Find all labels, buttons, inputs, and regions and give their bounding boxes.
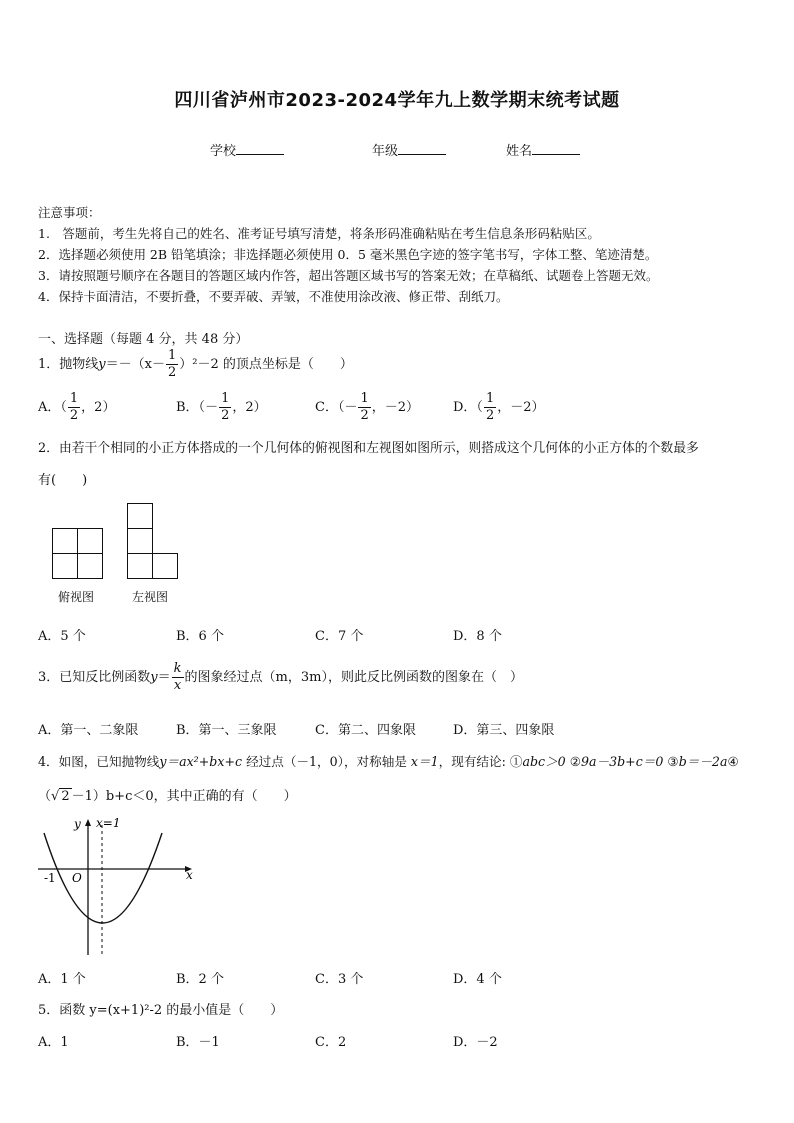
q3-option-a: A．第一、二象限 xyxy=(38,723,139,738)
q5-option-c: C．2 xyxy=(315,1035,347,1050)
q4-mid: 经过点（－1，0），对称轴是 xyxy=(242,754,411,769)
q1-prefix: 1．抛物线 xyxy=(38,357,99,372)
q1-c-num: 1 xyxy=(360,391,369,406)
q1-fraction xyxy=(166,348,178,381)
q1-b-den: 2 xyxy=(221,408,230,423)
q1-den: 2 xyxy=(167,365,177,380)
q1-a-num: 1 xyxy=(69,391,79,406)
q5-option-d: D．－2 xyxy=(453,1035,498,1050)
q3-tail: 的图象经过点（m，3m），则此反比例函数的图象在（ ） xyxy=(184,670,523,685)
symmetry-axis-label: x=1 xyxy=(96,816,121,830)
q4-option-d: D．4 个 xyxy=(453,972,502,987)
question-3 xyxy=(38,661,523,694)
origin-label: O xyxy=(72,871,82,885)
q1-b-fraction xyxy=(219,391,231,424)
q4-c1: ① xyxy=(509,754,523,769)
left-view-figure xyxy=(127,503,179,581)
q4-s1: abc＞0 xyxy=(522,754,570,769)
q1-option-d xyxy=(453,391,545,424)
q3-option-c: C．第二、四象限 xyxy=(315,723,416,738)
question-4-line-1 xyxy=(38,751,739,770)
top-view-cell xyxy=(77,528,103,554)
q4-open: （ xyxy=(38,789,52,804)
q4-mid2: ，现有结论: xyxy=(438,754,510,769)
sqrt-icon: √ xyxy=(51,789,60,804)
q1-num: 1 xyxy=(167,348,177,363)
q3-num: k xyxy=(173,661,182,676)
notice-item: 2．选择题必须使用 2B 铅笔填涂；非选择题必须使用 0．5 毫米黑色字迹的签字笔书写，字体工整、笔迹清楚。 xyxy=(38,247,658,262)
q1-a-tail: ，2） xyxy=(81,400,116,415)
name-blank xyxy=(532,142,580,155)
q1-a-den: 2 xyxy=(69,408,79,423)
left-view-cell xyxy=(127,553,153,579)
q4-option-a: A．1 个 xyxy=(38,972,86,987)
left-view-cell xyxy=(127,503,153,529)
notice-item: 1. 答题前，考生先将自己的姓名、准考证号填写清楚，将条形码准确粘贴在考生信息条形码粘贴区。 xyxy=(38,226,600,241)
q1-a-label: A．（ xyxy=(38,400,67,415)
section-heading: 一、选择题（每题 4 分，共 48 分） xyxy=(38,332,249,347)
q3-y: y xyxy=(150,670,158,685)
page-title: 四川省泸州市2023-2024学年九上数学期末统考试题 xyxy=(174,90,620,111)
q2-option-b: B．6 个 xyxy=(176,629,224,644)
q2-option-c: C．7 个 xyxy=(315,629,364,644)
q1-option-c xyxy=(315,391,419,424)
q3-fraction xyxy=(172,661,184,694)
left-view-cell xyxy=(127,528,153,554)
q4-c4: ④ xyxy=(727,754,739,769)
q1-c-label: C．（－ xyxy=(315,400,358,415)
q3-option-b: B．第一、三象限 xyxy=(176,723,277,738)
q1-option-b xyxy=(176,391,267,424)
q1-d-fraction xyxy=(484,391,496,424)
q5-option-b: B．－1 xyxy=(176,1035,220,1050)
top-view-figure xyxy=(52,528,104,580)
q1-b-tail: ，2） xyxy=(232,400,267,415)
q1-tail: ）²－2 的顶点坐标是（ ） xyxy=(179,357,353,372)
q5-option-a: A．1 xyxy=(38,1035,69,1050)
q4-option-c: C．3 个 xyxy=(315,972,364,987)
q4-c2: ② xyxy=(569,754,581,769)
school-field xyxy=(210,140,284,159)
q1-c-fraction xyxy=(358,391,370,424)
q4-s3: b＝－2a xyxy=(678,754,728,769)
question-2-line-2: 有( ) xyxy=(38,473,88,488)
q2-option-d: D．8 个 xyxy=(453,629,502,644)
top-view-cell xyxy=(52,553,78,579)
q1-b-num: 1 xyxy=(221,391,230,406)
name-label: 姓名 xyxy=(506,144,533,159)
q4-s2: 9a－3b+c＝0 xyxy=(580,754,668,769)
y-axis-arrow-icon xyxy=(85,819,91,826)
q4-option-b: B．2 个 xyxy=(176,972,224,987)
top-view-cell xyxy=(77,553,103,579)
q1-option-a xyxy=(38,391,115,424)
grade-blank xyxy=(398,142,446,155)
notice-heading: 注意事项： xyxy=(38,205,101,220)
q1-b-label: B．（－ xyxy=(176,400,219,415)
parabola-curve xyxy=(44,833,162,923)
q3-eq: ＝ xyxy=(157,670,171,685)
q4-line2-rest: －1）b+c＜0，其中正确的有（ ） xyxy=(71,789,297,804)
root-label: -1 xyxy=(44,871,56,885)
q1-a-fraction xyxy=(68,391,80,424)
q4-axis: x＝1 xyxy=(410,754,439,769)
y-axis-label: y xyxy=(74,817,81,831)
school-label: 学校 xyxy=(210,144,237,159)
q4-sqrt-value: 2 xyxy=(61,789,70,804)
q1-d-num: 1 xyxy=(485,391,495,406)
grade-label: 年级 xyxy=(372,144,399,159)
q1-y: y xyxy=(98,357,106,372)
q1-d-den: 2 xyxy=(485,408,495,423)
q1-d-tail: ，－2） xyxy=(497,400,545,415)
q4-c3: ③ xyxy=(667,754,679,769)
question-5: 5．函数 y=(x+1)²-2 的最小值是（ ） xyxy=(38,1003,284,1018)
q3-den: x xyxy=(172,677,184,694)
school-blank xyxy=(236,142,284,155)
top-view-label: 俯视图 xyxy=(58,590,95,604)
left-view-cell xyxy=(152,553,178,579)
notice-item: 4．保持卡面清洁，不要折叠，不要弄破、弄皱，不准使用涂改液、修正带、刮纸刀。 xyxy=(38,289,509,304)
q3-option-d: D．第三、四象限 xyxy=(453,723,555,738)
top-view-cell xyxy=(52,528,78,554)
x-axis-label: x xyxy=(186,868,193,882)
q2-option-a: A．5 个 xyxy=(38,629,86,644)
q1-c-tail: ，－2） xyxy=(371,400,420,415)
q1-eq: ＝－（x－ xyxy=(105,357,165,372)
question-1 xyxy=(38,348,353,381)
question-4-line-2 xyxy=(38,785,297,804)
q1-c-den: 2 xyxy=(360,408,369,423)
left-view-label: 左视图 xyxy=(132,590,169,604)
q4-prefix: 4．如图，已知抛物线 xyxy=(38,754,160,769)
parabola-graph xyxy=(36,813,200,959)
q4-func: y＝ax²+bx+c xyxy=(159,754,243,769)
grade-field xyxy=(372,140,446,159)
question-2-line-1: 2．由若干个相同的小正方体搭成的一个几何体的俯视图和左视图如图所示，则搭成这个几何体的小正方体的个数最多 xyxy=(38,441,699,456)
notice-item: 3．请按照题号顺序在各题目的答题区域内作答，超出答题区域书写的答案无效；在草稿纸、试题卷上答题无效。 xyxy=(38,268,659,283)
name-field xyxy=(506,140,580,159)
q1-d-label: D．（ xyxy=(453,400,483,415)
q3-prefix: 3．已知反比例函数 xyxy=(38,670,151,685)
